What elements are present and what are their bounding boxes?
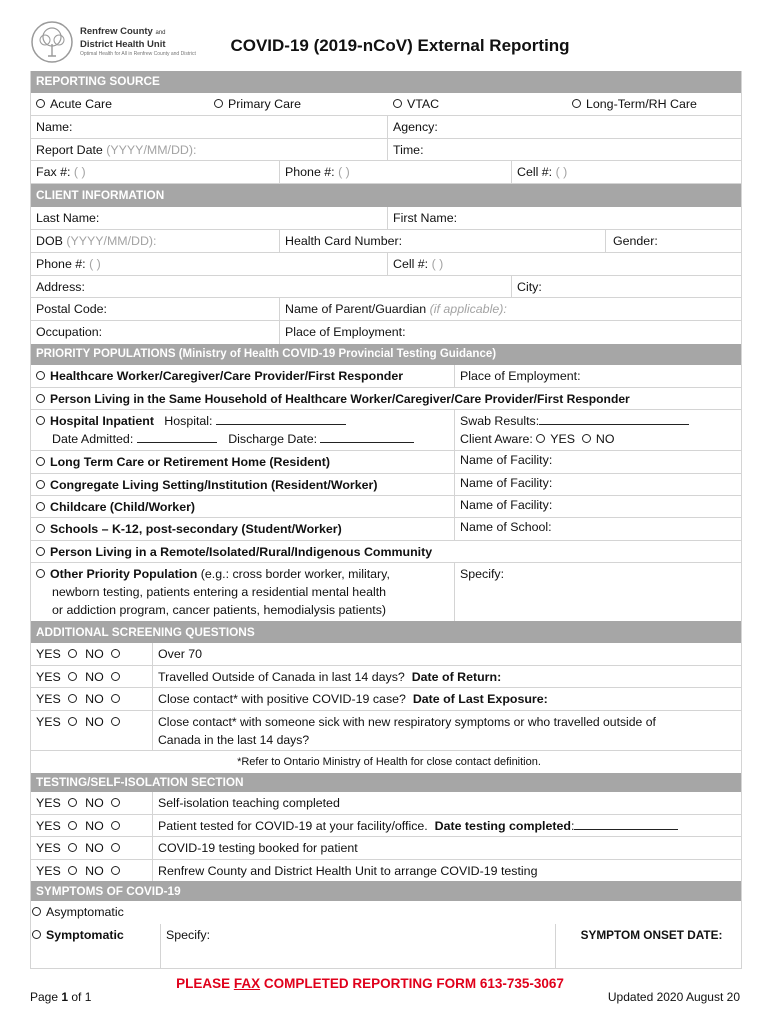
screening-note-row bbox=[30, 751, 742, 773]
row-postal-guardian bbox=[30, 298, 742, 321]
radio-yes-icon[interactable] bbox=[68, 672, 77, 681]
screening-yes-no: YES NO bbox=[30, 688, 125, 710]
dob-field[interactable]: DOB (YYYY/MM/DD): bbox=[36, 234, 157, 248]
logo-tagline: Optimal Health for All in Renfrew County and District bbox=[80, 51, 196, 57]
agency-field[interactable]: Agency: bbox=[393, 120, 438, 134]
screening-yes-no: YES NO bbox=[30, 711, 125, 750]
screening-question-close-contact[interactable]: Close contact* with positive COVID-19 case? Date of Last Exposure: bbox=[158, 692, 548, 706]
radio-no-icon[interactable] bbox=[111, 672, 120, 681]
row-occupation-employment bbox=[30, 321, 742, 344]
radio-circle-icon[interactable] bbox=[36, 502, 45, 511]
option-other-priority[interactable]: Other Priority Population (e.g.: cross border worker, military, newborn testing, patients entering a residential mental health or addiction program, cancer patients, hemodialysis patients) bbox=[30, 563, 390, 621]
testing-booked: COVID-19 testing booked for patient bbox=[158, 841, 358, 855]
radio-no-icon[interactable] bbox=[111, 649, 120, 658]
first-name-field[interactable]: First Name: bbox=[393, 211, 458, 225]
row-last-first-name bbox=[30, 207, 742, 230]
testing-yes-no: YES NO bbox=[30, 860, 125, 881]
radio-circle-icon[interactable] bbox=[36, 524, 45, 533]
option-congregate[interactable]: Congregate Living Setting/Institution (Resident/Worker) bbox=[30, 474, 377, 495]
screening-question-sick-contact: Close contact* with someone sick with new respiratory symptoms or who travelled outside of Canada in the last 14 days? bbox=[158, 715, 656, 747]
guardian-field[interactable]: Name of Parent/Guardian (if applicable): bbox=[285, 302, 507, 316]
radio-circle-icon[interactable] bbox=[32, 907, 41, 916]
row-other-priority bbox=[30, 563, 742, 621]
option-vtac[interactable]: VTAC bbox=[387, 93, 439, 115]
screening-row-4 bbox=[30, 711, 742, 751]
discharge-date-field[interactable]: Discharge Date: bbox=[220, 432, 414, 446]
row-ltc bbox=[30, 451, 742, 474]
radio-circle-icon[interactable] bbox=[36, 480, 45, 489]
radio-yes-icon[interactable] bbox=[68, 798, 77, 807]
health-unit-logo bbox=[30, 20, 200, 66]
radio-circle-icon[interactable] bbox=[572, 99, 581, 108]
testing-patient-tested[interactable]: Patient tested for COVID-19 at your facility/office. Date testing completed: bbox=[152, 815, 678, 836]
radio-circle-icon[interactable] bbox=[36, 457, 45, 466]
row-address-city bbox=[30, 276, 742, 298]
swab-results-field[interactable]: Swab Results: bbox=[460, 414, 689, 428]
radio-circle-icon[interactable] bbox=[536, 434, 545, 443]
radio-circle-icon[interactable] bbox=[214, 99, 223, 108]
page-number: Page 1 of 1 bbox=[30, 990, 92, 1004]
ltc-facility-field[interactable]: Name of Facility: bbox=[460, 453, 553, 467]
section-client-information: CLIENT INFORMATION bbox=[30, 184, 742, 207]
screening-yes-no: YES NO bbox=[30, 643, 125, 665]
option-acute-care[interactable]: Acute Care bbox=[30, 93, 112, 115]
screening-question-over-70: Over 70 bbox=[158, 647, 203, 661]
option-hospital-inpatient[interactable]: Hospital Inpatient bbox=[36, 414, 154, 428]
fax-field[interactable]: Fax #: ( ) bbox=[36, 165, 86, 179]
radio-circle-icon[interactable] bbox=[36, 416, 45, 425]
gender-field[interactable]: Gender: bbox=[613, 234, 658, 248]
row-childcare bbox=[30, 496, 742, 518]
hospital-inpatient-block bbox=[30, 410, 414, 451]
time-field[interactable]: Time: bbox=[393, 143, 424, 157]
testing-arrange: Renfrew County and District Health Unit to arrange COVID-19 testing bbox=[158, 864, 538, 878]
client-employment-field[interactable]: Place of Employment: bbox=[285, 325, 406, 339]
symptoms-row-symptomatic bbox=[30, 924, 742, 969]
radio-yes-icon[interactable] bbox=[68, 843, 77, 852]
screening-row-3 bbox=[30, 688, 742, 711]
radio-no-icon[interactable] bbox=[111, 798, 120, 807]
radio-yes-icon[interactable] bbox=[68, 866, 77, 875]
school-name-field[interactable]: Name of School: bbox=[460, 520, 552, 534]
testing-yes-no: YES NO bbox=[30, 815, 125, 836]
screening-row-1 bbox=[30, 643, 742, 666]
section-additional-screening: ADDITIONAL SCREENING QUESTIONS bbox=[30, 621, 742, 643]
worker-employment-field[interactable]: Place of Employment: bbox=[460, 369, 581, 383]
option-symptomatic[interactable]: Symptomatic bbox=[30, 924, 124, 968]
address-field[interactable]: Address: bbox=[36, 280, 85, 294]
screening-row-2 bbox=[30, 666, 742, 688]
row-dob-healthcard-gender bbox=[30, 230, 742, 253]
row-remote bbox=[30, 541, 742, 563]
updated-date: Updated 2020 August 20 bbox=[607, 990, 740, 1004]
testing-row-4 bbox=[30, 860, 742, 881]
row-report-date-time bbox=[30, 139, 742, 161]
radio-circle-icon[interactable] bbox=[393, 99, 402, 108]
radio-yes-icon[interactable] bbox=[68, 717, 77, 726]
symptom-onset-date-field[interactable]: SYMPTOM ONSET DATE: bbox=[580, 928, 723, 942]
radio-no-icon[interactable] bbox=[111, 694, 120, 703]
client-aware-yes[interactable]: YES bbox=[536, 432, 575, 446]
reporting-source-options bbox=[30, 93, 742, 116]
row-congregate bbox=[30, 474, 742, 496]
section-symptoms: SYMPTOMS OF COVID-19 bbox=[30, 881, 742, 901]
swab-block bbox=[454, 410, 689, 451]
health-card-field[interactable]: Health Card Number: bbox=[285, 234, 403, 248]
testing-row-3 bbox=[30, 837, 742, 860]
row-hospital-inpatient bbox=[30, 410, 742, 451]
last-name-field[interactable]: Last Name: bbox=[36, 211, 100, 225]
screening-question-travel[interactable]: Travelled Outside of Canada in last 14 days? Date of Return: bbox=[158, 670, 502, 684]
date-admitted-field[interactable]: Date Admitted: bbox=[36, 432, 217, 446]
option-ltc[interactable]: Long Term Care or Retirement Home (Resident) bbox=[30, 451, 330, 473]
phone-field[interactable]: Phone #: ( ) bbox=[285, 165, 350, 179]
radio-circle-icon[interactable] bbox=[36, 371, 45, 380]
option-primary-care[interactable]: Primary Care bbox=[208, 93, 301, 115]
radio-yes-icon[interactable] bbox=[68, 649, 77, 658]
radio-circle-icon[interactable] bbox=[32, 930, 41, 939]
symptoms-specify-field[interactable]: Specify: bbox=[166, 928, 211, 942]
radio-circle-icon[interactable] bbox=[36, 569, 45, 578]
row-name-agency bbox=[30, 116, 742, 139]
name-field[interactable]: Name: bbox=[36, 120, 73, 134]
cell-field[interactable]: Cell #: ( ) bbox=[517, 165, 568, 179]
testing-row-2 bbox=[30, 815, 742, 837]
client-phone-field[interactable]: Phone #: ( ) bbox=[36, 257, 101, 271]
radio-no-icon[interactable] bbox=[111, 821, 120, 830]
city-field[interactable]: City: bbox=[517, 280, 542, 294]
testing-self-isolation: Self-isolation teaching completed bbox=[158, 796, 340, 810]
option-childcare[interactable]: Childcare (Child/Worker) bbox=[30, 496, 195, 517]
page-title: COVID-19 (2019-nCoV) External Reporting bbox=[230, 36, 570, 55]
reporting-form bbox=[30, 71, 742, 969]
section-reporting-source: REPORTING SOURCE bbox=[30, 71, 742, 93]
radio-no-icon[interactable] bbox=[111, 843, 120, 852]
option-schools[interactable]: Schools – K-12, post-secondary (Student/Worker) bbox=[30, 518, 342, 540]
radio-yes-icon[interactable] bbox=[68, 694, 77, 703]
option-remote[interactable]: Person Living in a Remote/Isolated/Rural/Indigenous Community bbox=[30, 541, 432, 562]
option-household[interactable]: Person Living in the Same Household of Healthcare Worker/Caregiver/Care Provider/First Responder bbox=[30, 388, 630, 409]
row-schools bbox=[30, 518, 742, 541]
logo-name: Renfrew County and District Health Unit bbox=[80, 26, 166, 50]
radio-circle-icon[interactable] bbox=[36, 99, 45, 108]
option-healthcare-worker[interactable]: Healthcare Worker/Caregiver/Care Provider/First Responder bbox=[30, 365, 403, 387]
radio-circle-icon[interactable] bbox=[36, 547, 45, 556]
close-contact-note: *Refer to Ontario Ministry of Health for close contact definition. bbox=[237, 756, 541, 768]
testing-row-1 bbox=[30, 792, 742, 815]
radio-circle-icon[interactable] bbox=[36, 394, 45, 403]
childcare-facility-field[interactable]: Name of Facility: bbox=[460, 498, 553, 512]
section-testing: TESTING/SELF-ISOLATION SECTION bbox=[30, 773, 742, 792]
option-asymptomatic[interactable]: Asymptomatic bbox=[30, 901, 124, 924]
radio-yes-icon[interactable] bbox=[68, 821, 77, 830]
congregate-facility-field[interactable]: Name of Facility: bbox=[460, 476, 553, 490]
row-fax-phone-cell bbox=[30, 161, 742, 184]
testing-yes-no: YES NO bbox=[30, 837, 125, 859]
row-household bbox=[30, 388, 742, 410]
client-aware-field: Client Aware: YES NO bbox=[460, 432, 615, 446]
section-priority-populations: PRIORITY POPULATIONS (Ministry of Health COVID-19 Provincial Testing Guidance) bbox=[30, 344, 742, 365]
fax-instruction: PLEASE FAX COMPLETED REPORTING FORM 613-735-3067 bbox=[176, 976, 564, 991]
option-long-term-care[interactable]: Long-Term/RH Care bbox=[566, 93, 697, 115]
radio-no-icon[interactable] bbox=[111, 717, 120, 726]
radio-no-icon[interactable] bbox=[111, 866, 120, 875]
tree-logo-icon bbox=[30, 20, 74, 64]
testing-yes-no: YES NO bbox=[30, 792, 125, 814]
client-cell-field[interactable]: Cell #: ( ) bbox=[393, 257, 444, 271]
client-aware-no[interactable]: NO bbox=[582, 432, 615, 446]
row-client-phone-cell bbox=[30, 253, 742, 276]
row-healthcare-worker bbox=[30, 365, 742, 388]
other-specify-field[interactable]: Specify: bbox=[460, 567, 505, 581]
radio-circle-icon[interactable] bbox=[582, 434, 591, 443]
postal-code-field[interactable]: Postal Code: bbox=[36, 302, 107, 316]
hospital-field[interactable]: Hospital: bbox=[157, 414, 346, 428]
occupation-field[interactable]: Occupation: bbox=[36, 325, 103, 339]
report-date-field[interactable]: Report Date (YYYY/MM/DD): bbox=[36, 143, 197, 157]
screening-yes-no: YES NO bbox=[30, 666, 125, 687]
symptoms-row-asymptomatic bbox=[30, 901, 742, 924]
